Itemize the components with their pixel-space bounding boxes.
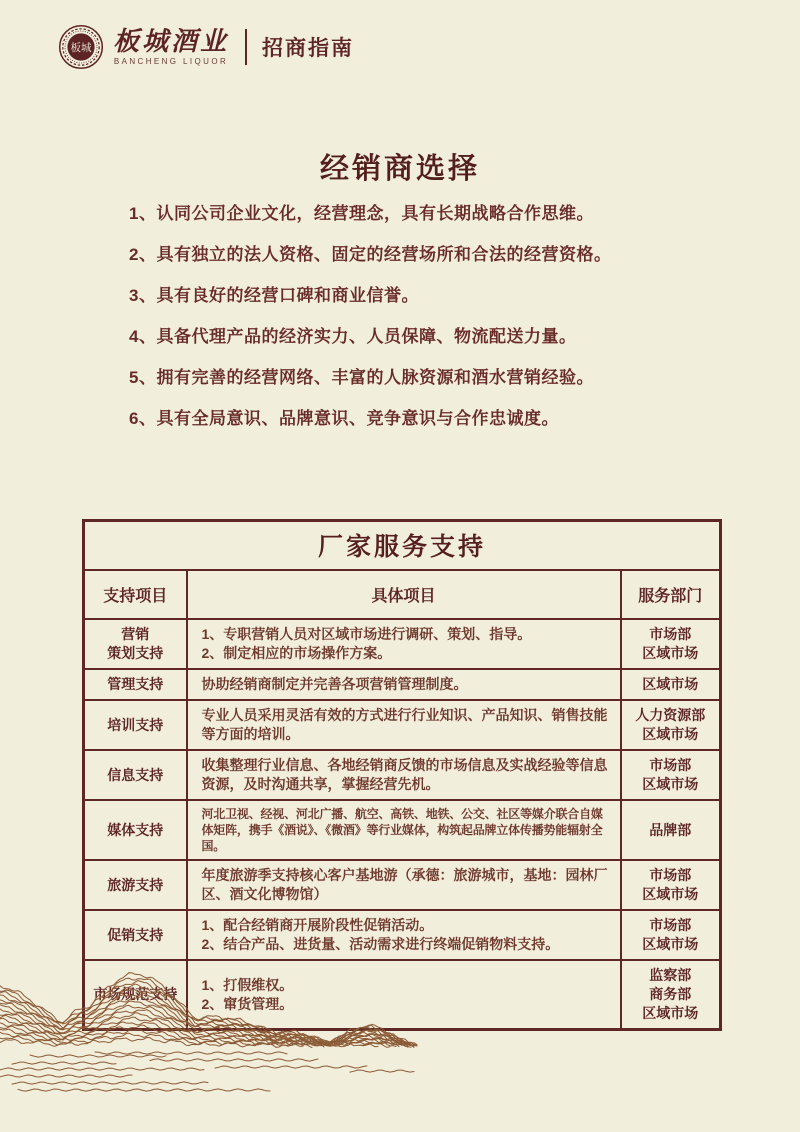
page-header bbox=[58, 24, 354, 70]
column-header-details: 具体项目 bbox=[187, 570, 621, 619]
support-item-cell: 促销支持 bbox=[84, 910, 187, 960]
table-row bbox=[84, 700, 721, 750]
support-department-cell: 人力资源部 区域市场 bbox=[621, 700, 721, 750]
support-department-cell: 市场部 区域市场 bbox=[621, 860, 721, 910]
list-item: 6、具有全局意识、品牌意识、竞争意识与合作忠诚度。 bbox=[129, 409, 559, 428]
support-details-cell: 1、专职营销人员对区域市场进行调研、策划、指导。 2、制定相应的市场操作方案。 bbox=[187, 619, 621, 669]
table-row bbox=[84, 750, 721, 800]
support-item-cell: 营销 策划支持 bbox=[84, 619, 187, 669]
criteria-list bbox=[129, 203, 720, 449]
brand-subtitle: BANCHENG LIQUOR bbox=[113, 57, 229, 66]
brand-name: 板城酒业 bbox=[113, 27, 230, 57]
list-item: 3、具有良好的经营口碑和商业信誉。 bbox=[129, 286, 419, 305]
support-item-cell: 媒体支持 bbox=[84, 800, 187, 860]
support-details-cell: 专业人员采用灵活有效的方式进行行业知识、产品知识、销售技能等方面的培训。 bbox=[187, 700, 621, 750]
support-details-cell: 收集整理行业信息、各地经销商反馈的市场信息及实战经验等信息资源，及时沟通共享，掌握经营先机。 bbox=[187, 750, 621, 800]
support-item-cell: 培训支持 bbox=[84, 700, 187, 750]
support-department-cell: 区域市场 bbox=[621, 669, 721, 700]
support-department-cell: 市场部 区域市场 bbox=[621, 910, 721, 960]
column-header-department: 服务部门 bbox=[621, 570, 721, 619]
table-row bbox=[84, 860, 721, 910]
list-item: 5、拥有完善的经营网络、丰富的人脉资源和酒水营销经验。 bbox=[129, 368, 594, 387]
table-title-row bbox=[84, 521, 721, 571]
support-details-cell: 1、打假维权。 2、窜货管理。 bbox=[187, 960, 621, 1030]
brand-block bbox=[113, 28, 229, 66]
table-row bbox=[84, 910, 721, 960]
column-header-item: 支持项目 bbox=[84, 570, 187, 619]
header-divider bbox=[245, 29, 247, 65]
support-department-cell: 监察部 商务部 区域市场 bbox=[621, 960, 721, 1030]
support-item-cell: 市场规范支持 bbox=[84, 960, 187, 1030]
support-details-cell: 年度旅游季支持核心客户基地游（承德：旅游城市，基地：园林厂区、酒文化博物馆） bbox=[187, 860, 621, 910]
support-item-cell: 管理支持 bbox=[84, 669, 187, 700]
support-details-cell: 河北卫视、经视、河北广播、航空、高铁、地铁、公交、社区等媒介联合自媒体矩阵，携手《酒说》、《微酒》等行业媒体，构筑起品牌立体传播势能辐射全国。 bbox=[187, 800, 621, 860]
support-item-cell: 信息支持 bbox=[84, 750, 187, 800]
support-item-cell: 旅游支持 bbox=[84, 860, 187, 910]
table-row bbox=[84, 619, 721, 669]
seal-text: 板城 bbox=[70, 42, 92, 54]
list-item: 1、认同公司企业文化，经营理念，具有长期战略合作思维。 bbox=[129, 204, 594, 223]
support-department-cell: 市场部 区域市场 bbox=[621, 750, 721, 800]
table-title: 厂家服务支持 bbox=[84, 521, 721, 571]
table-row bbox=[84, 669, 721, 700]
support-department-cell: 品牌部 bbox=[621, 800, 721, 860]
document-title: 招商指南 bbox=[262, 37, 355, 60]
support-department-cell: 市场部 区域市场 bbox=[621, 619, 721, 669]
table-row bbox=[84, 800, 721, 860]
list-item: 2、具有独立的法人资格、固定的经营场所和合法的经营资格。 bbox=[129, 245, 612, 264]
support-details-cell: 1、配合经销商开展阶段性促销活动。 2、结合产品、进货量、活动需求进行终端促销物料支持。 bbox=[187, 910, 621, 960]
list-item: 4、具备代理产品的经济实力、人员保障、物流配送力量。 bbox=[129, 327, 577, 346]
page-title: 经销商选择 bbox=[319, 153, 480, 185]
table-row bbox=[84, 960, 721, 1030]
brand-seal-icon bbox=[58, 24, 104, 70]
table-header-row bbox=[84, 570, 721, 619]
support-details-cell: 协助经销商制定并完善各项营销管理制度。 bbox=[187, 669, 621, 700]
support-table bbox=[82, 519, 719, 1031]
